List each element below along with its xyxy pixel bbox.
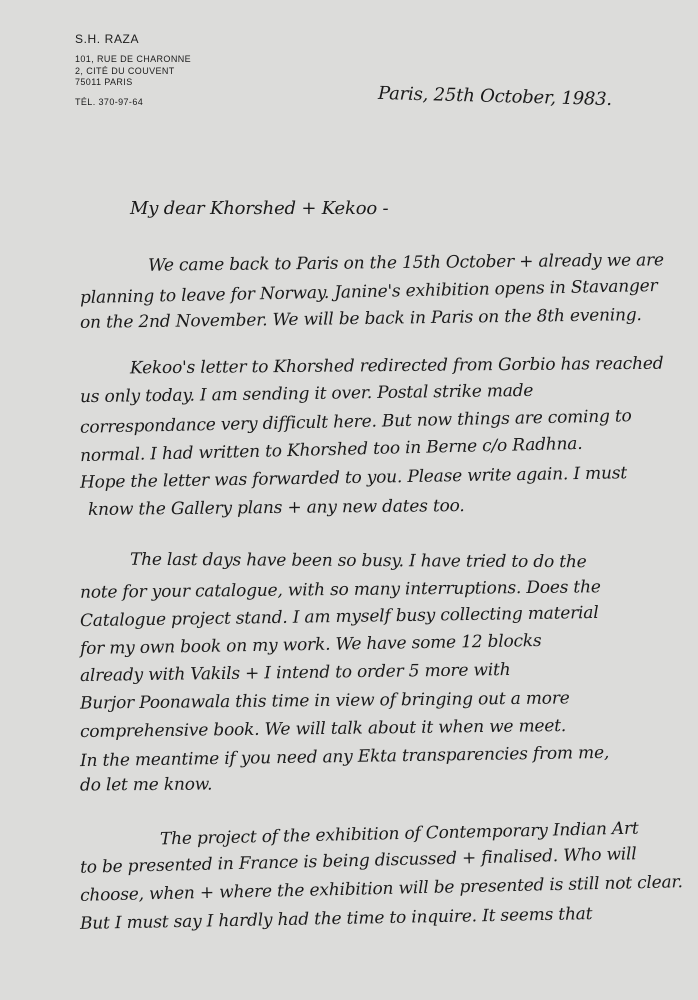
letter-line: Hope the letter was forwarded to you. Please write again. I must (79, 463, 628, 493)
letter-line: for my own book on my work. We have some 12 blocks (79, 630, 542, 660)
letter-line: planning to leave for Norway. Janine's exhibition opens in Stavanger (79, 275, 658, 309)
letterhead-name: S.H. RAZA (75, 32, 140, 46)
letter-line: The last days have been so busy. I have tried to do the (129, 549, 587, 573)
letter-line: do let me know. (79, 774, 213, 796)
salutation: My dear Khorshed + Kekoo - (130, 198, 389, 219)
letterhead-address-line-1: 101, RUE DE CHARONNE (75, 54, 192, 64)
letter-line: But I must say I hardly had the time to inquire. It seems that (79, 904, 593, 934)
letter-line: We came back to Paris on the 15th October + already we are (147, 250, 664, 276)
letter-line: normal. I had written to Khorshed too in Berne c/o Radhna. (79, 433, 583, 467)
letter-line: comprehensive book. We will talk about it when we meet. (79, 716, 567, 742)
letter-line: already with Vakils + I intend to order 5 more with (79, 659, 511, 687)
letter-line: The project of the exhibition of Contemporary Indian Art (159, 818, 639, 850)
letterhead-phone: TÉL. 370-97-64 (75, 96, 144, 107)
letter-line: choose, when + where the exhibition will be presented is still not clear. (79, 872, 683, 906)
letter-line: correspondance very difficult here. But now things are coming to (79, 406, 632, 438)
letterhead-address-line-3: 75011 PARIS (75, 77, 133, 87)
letter-line: Kekoo's letter to Khorshed redirected from Gorbio has reached (129, 353, 664, 379)
letterhead (75, 32, 191, 107)
letter-line: to be presented in France is being discussed + finalised. Who will (79, 844, 637, 878)
letter-line: know the Gallery plans + any new dates too. (87, 496, 465, 520)
letterhead-address-line-2: 2, CITÉ DU COUVENT (75, 65, 175, 76)
letter-line: on the 2nd November. We will be back in Paris on the 8th evening. (79, 305, 642, 333)
letter-line: us only today. I am sending it over. Postal strike made (79, 380, 534, 408)
date-line: Paris, 25th October, 1983. (377, 82, 613, 111)
letter-line: note for your catalogue, with so many interruptions. Does the (79, 577, 601, 603)
letter-line: Burjor Poonawala this time in view of bringing out a more (79, 688, 570, 714)
letter-line: In the meantime if you need any Ekta transparencies from me, (79, 742, 610, 772)
letter-line: Catalogue project stand. I am myself busy collecting material (79, 602, 599, 632)
